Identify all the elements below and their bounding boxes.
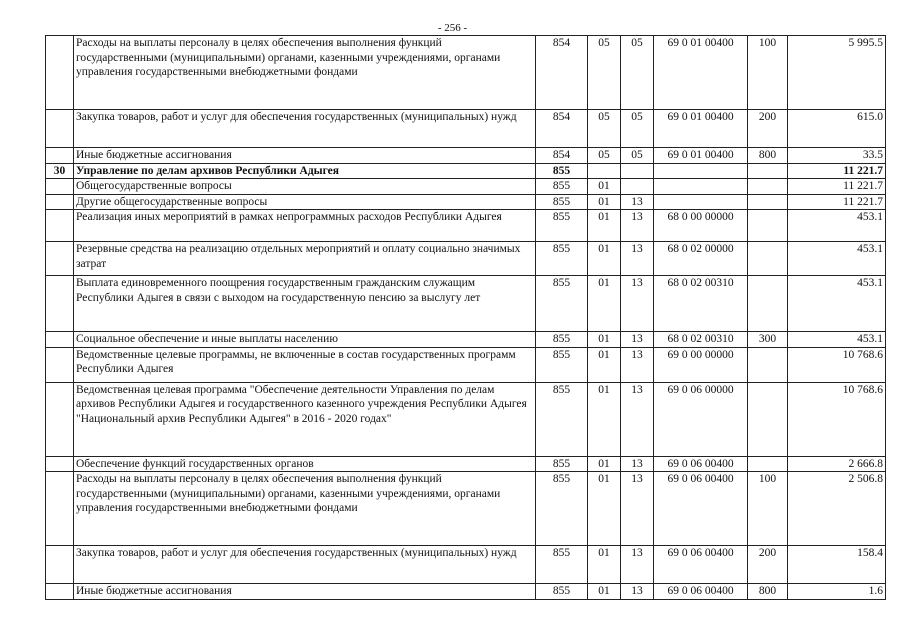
department-code-cell: 855: [536, 347, 588, 382]
expense-type-code-cell: 200: [748, 546, 788, 584]
section-code-cell: 01: [588, 456, 621, 472]
amount-cell: 615.0: [788, 110, 886, 148]
subsection-code-cell: 13: [621, 242, 654, 276]
row-number-cell: [46, 36, 74, 110]
table-row: [46, 36, 886, 110]
expense-type-code-cell: 300: [748, 332, 788, 348]
department-code-cell: 855: [536, 472, 588, 546]
subsection-code-cell: 13: [621, 546, 654, 584]
department-code-cell: 855: [536, 242, 588, 276]
expense-type-code-cell: 200: [748, 110, 788, 148]
section-code-cell: 05: [588, 36, 621, 110]
expense-name-cell: Ведомственные целевые программы, не включенные в состав государственных программ Республики Адыгея: [74, 347, 536, 382]
department-code-cell: 855: [536, 163, 588, 179]
table-row: [46, 276, 886, 332]
target-article-code-cell: 69 0 06 00000: [654, 382, 748, 456]
table-row: [46, 332, 886, 348]
subsection-code-cell: [621, 163, 654, 179]
department-code-cell: 855: [536, 194, 588, 210]
expense-name-cell: Социальное обеспечение и иные выплаты населению: [74, 332, 536, 348]
subsection-code-cell: 05: [621, 36, 654, 110]
expense-type-code-cell: [748, 242, 788, 276]
expense-name-cell: Резервные средства на реализацию отдельных мероприятий и оплату социально значимых затрат: [74, 242, 536, 276]
expense-type-code-cell: [748, 194, 788, 210]
row-number-cell: [46, 194, 74, 210]
row-number-cell: [46, 472, 74, 546]
subsection-code-cell: 13: [621, 347, 654, 382]
expense-type-code-cell: [748, 179, 788, 195]
table-row: [46, 347, 886, 382]
row-number-cell: [46, 546, 74, 584]
expense-name-cell: Закупка товаров, работ и услуг для обеспечения государственных (муниципальных) нужд: [74, 546, 536, 584]
expense-type-code-cell: [748, 163, 788, 179]
subsection-code-cell: 13: [621, 194, 654, 210]
section-code-cell: 01: [588, 584, 621, 600]
row-number-cell: [46, 456, 74, 472]
row-number-cell: [46, 584, 74, 600]
amount-cell: 453.1: [788, 276, 886, 332]
subsection-code-cell: 13: [621, 276, 654, 332]
row-number-cell: [46, 148, 74, 164]
subsection-code-cell: 05: [621, 148, 654, 164]
amount-cell: 1.6: [788, 584, 886, 600]
section-code-cell: 01: [588, 276, 621, 332]
department-code-cell: 854: [536, 36, 588, 110]
expense-type-code-cell: 100: [748, 36, 788, 110]
expense-type-code-cell: [748, 347, 788, 382]
target-article-code-cell: 69 0 01 00400: [654, 110, 748, 148]
expense-name-cell: Общегосударственные вопросы: [74, 179, 536, 195]
row-number-cell: [46, 242, 74, 276]
target-article-code-cell: 68 0 02 00000: [654, 242, 748, 276]
expense-name-cell: Реализация иных мероприятий в рамках непрограммных расходов Республики Адыгея: [74, 210, 536, 242]
department-code-cell: 854: [536, 110, 588, 148]
amount-cell: 10 768.6: [788, 382, 886, 456]
expense-name-cell: Управление по делам архивов Республики Адыгея: [74, 163, 536, 179]
row-number-cell: [46, 332, 74, 348]
amount-cell: 11 221.7: [788, 194, 886, 210]
row-number-cell: [46, 179, 74, 195]
subsection-code-cell: 13: [621, 584, 654, 600]
subsection-code-cell: 13: [621, 210, 654, 242]
target-article-code-cell: 68 0 02 00310: [654, 332, 748, 348]
section-code-cell: 01: [588, 210, 621, 242]
expense-name-cell: Выплата единовременного поощрения государственным гражданским служащим Республики Адыгея в связи с выходом на государственную пенсию за выслугу лет: [74, 276, 536, 332]
section-code-cell: 01: [588, 382, 621, 456]
target-article-code-cell: 69 0 00 00000: [654, 347, 748, 382]
subsection-code-cell: 13: [621, 332, 654, 348]
target-article-code-cell: 69 0 06 00400: [654, 546, 748, 584]
amount-cell: 33.5: [788, 148, 886, 164]
expense-type-code-cell: 800: [748, 148, 788, 164]
expense-name-cell: Другие общегосударственные вопросы: [74, 194, 536, 210]
table-row: [46, 110, 886, 148]
section-code-cell: 05: [588, 148, 621, 164]
section-code-cell: 05: [588, 110, 621, 148]
amount-cell: 5 995.5: [788, 36, 886, 110]
expense-name-cell: Обеспечение функций государственных органов: [74, 456, 536, 472]
expense-name-cell: Расходы на выплаты персоналу в целях обеспечения выполнения функций государственными (муниципальными) органами, казенными учреждениями, органами управления государственными внебюджетными фондами: [74, 36, 536, 110]
section-code-cell: 01: [588, 546, 621, 584]
row-number-cell: [46, 382, 74, 456]
row-number-cell: [46, 276, 74, 332]
subsection-code-cell: [621, 179, 654, 195]
department-code-cell: 855: [536, 382, 588, 456]
amount-cell: 10 768.6: [788, 347, 886, 382]
section-code-cell: [588, 163, 621, 179]
amount-cell: 453.1: [788, 242, 886, 276]
table-row: [46, 382, 886, 456]
budget-table: [45, 35, 886, 600]
department-code-cell: 855: [536, 584, 588, 600]
department-code-cell: 855: [536, 210, 588, 242]
row-number-cell: [46, 110, 74, 148]
row-number-cell: [46, 210, 74, 242]
target-article-code-cell: 69 0 06 00400: [654, 472, 748, 546]
department-code-cell: 855: [536, 456, 588, 472]
page-number: - 256 -: [437, 22, 468, 34]
expense-name-cell: Расходы на выплаты персоналу в целях обеспечения выполнения функций государственными (муниципальными) органами, казенными учреждениями, органами управления государственными внебюджетными фондами: [74, 472, 536, 546]
department-code-cell: 855: [536, 179, 588, 195]
target-article-code-cell: 68 0 00 00000: [654, 210, 748, 242]
department-code-cell: 854: [536, 148, 588, 164]
section-code-cell: 01: [588, 472, 621, 546]
table-row: [46, 584, 886, 600]
section-code-cell: 01: [588, 242, 621, 276]
amount-cell: 11 221.7: [788, 179, 886, 195]
section-code-cell: 01: [588, 347, 621, 382]
expense-type-code-cell: [748, 382, 788, 456]
table-row: [46, 456, 886, 472]
target-article-code-cell: [654, 163, 748, 179]
department-code-cell: 855: [536, 332, 588, 348]
section-code-cell: 01: [588, 194, 621, 210]
table-row: [46, 148, 886, 164]
subsection-code-cell: 13: [621, 382, 654, 456]
amount-cell: 11 221.7: [788, 163, 886, 179]
target-article-code-cell: 69 0 01 00400: [654, 36, 748, 110]
row-number-cell: 30: [46, 163, 74, 179]
target-article-code-cell: [654, 194, 748, 210]
target-article-code-cell: [654, 179, 748, 195]
expense-type-code-cell: 100: [748, 472, 788, 546]
target-article-code-cell: 69 0 06 00400: [654, 584, 748, 600]
target-article-code-cell: 69 0 06 00400: [654, 456, 748, 472]
amount-cell: 453.1: [788, 210, 886, 242]
table-row: [46, 546, 886, 584]
target-article-code-cell: 69 0 01 00400: [654, 148, 748, 164]
amount-cell: 2 666.8: [788, 456, 886, 472]
table-row: [46, 179, 886, 195]
subsection-code-cell: 05: [621, 110, 654, 148]
amount-cell: 158.4: [788, 546, 886, 584]
expense-name-cell: Закупка товаров, работ и услуг для обеспечения государственных (муниципальных) нужд: [74, 110, 536, 148]
amount-cell: 453.1: [788, 332, 886, 348]
table-row: [46, 163, 886, 179]
expense-name-cell: Иные бюджетные ассигнования: [74, 584, 536, 600]
expense-type-code-cell: [748, 210, 788, 242]
target-article-code-cell: 68 0 02 00310: [654, 276, 748, 332]
expense-name-cell: Ведомственная целевая программа "Обеспечение деятельности Управления по делам архивов Республики Адыгея и государственного казенного учреждения Республики Адыгея "Национальный архив Республики Адыгея" в 2016 - 2020 годах": [74, 382, 536, 456]
expense-type-code-cell: 800: [748, 584, 788, 600]
table-row: [46, 242, 886, 276]
row-number-cell: [46, 347, 74, 382]
department-code-cell: 855: [536, 276, 588, 332]
table-row: [46, 472, 886, 546]
expense-name-cell: Иные бюджетные ассигнования: [74, 148, 536, 164]
section-code-cell: 01: [588, 332, 621, 348]
expense-type-code-cell: [748, 456, 788, 472]
table-row: [46, 210, 886, 242]
subsection-code-cell: 13: [621, 472, 654, 546]
expense-type-code-cell: [748, 276, 788, 332]
section-code-cell: 01: [588, 179, 621, 195]
amount-cell: 2 506.8: [788, 472, 886, 546]
subsection-code-cell: 13: [621, 456, 654, 472]
table-row: [46, 194, 886, 210]
department-code-cell: 855: [536, 546, 588, 584]
